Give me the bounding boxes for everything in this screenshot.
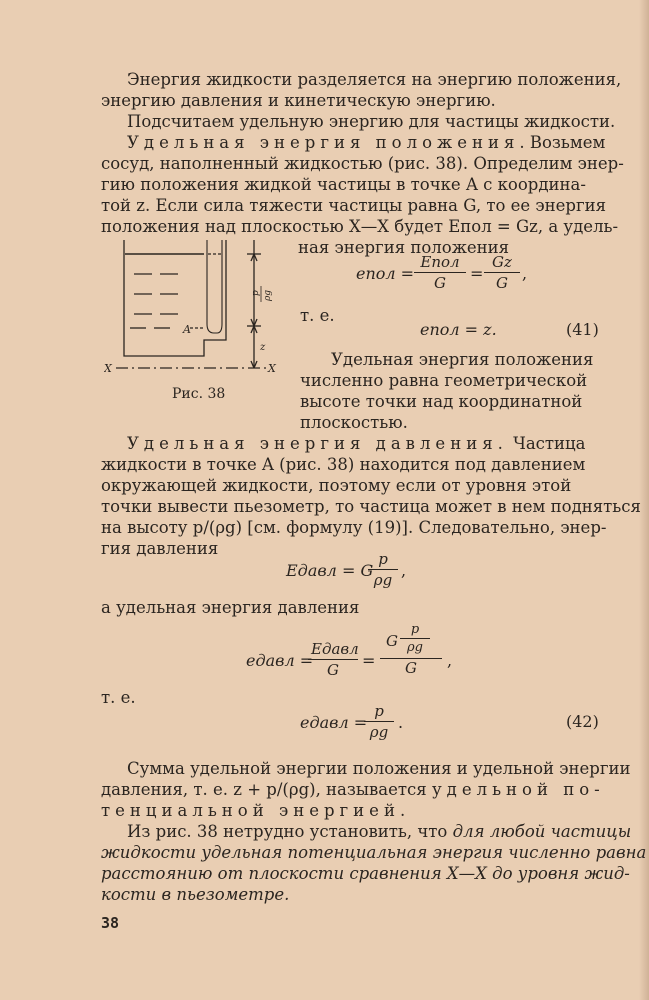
fraction: Eдавл G (308, 640, 358, 679)
text-line: на высоту p/(ρg) [см. формулу (19)]. Следовательно, энер- (101, 518, 607, 537)
z-label: z (260, 342, 266, 353)
equation-number: (41) (566, 320, 599, 339)
point-a-label: A (183, 323, 191, 336)
text-line: плоскостью. (300, 413, 408, 432)
text-line: точки вывести пьезометр, то частица может в нем подняться (101, 497, 641, 516)
comma: , (447, 651, 453, 670)
text-line: кости в пьезометре. (101, 885, 290, 904)
eq-42-lhs: eдавл = (300, 713, 368, 732)
figure-38 (104, 238, 294, 383)
eq-epol-lhs: eпол = (356, 264, 415, 283)
text-line: ная энергия положения (298, 238, 510, 257)
text-line: высоте точки над координатной (300, 392, 583, 411)
fraction: Eпол G (414, 253, 466, 292)
equation-number: (42) (566, 712, 599, 731)
eq-spec-lhs: eдавл = (246, 651, 314, 670)
comma: , (522, 264, 528, 283)
eq-41: eпол = z. (420, 320, 497, 339)
text-line: сосуд, наполненный жидкостью (рис. 38). Определим энер- (101, 154, 624, 173)
text-line: давления, т. е. z + p/(ρg), называется удельной по- (101, 780, 605, 799)
text-line: положения над плоскостью X—X будет Eпол = Gz, а удель- (101, 217, 619, 236)
text-line: Подсчитаем удельную энергию для частицы жидкости. (127, 112, 616, 131)
axis-x-left-label: X (104, 362, 112, 375)
text-te: т. е. (300, 306, 335, 325)
period: . (398, 713, 404, 732)
eq-equals: = (362, 651, 376, 670)
fraction: p ρg (364, 702, 394, 741)
compound-fraction: G p ρg G (380, 622, 442, 677)
p-label: p (251, 290, 261, 296)
text-line: а удельная энергия давления (101, 598, 360, 617)
fraction: p ρg (368, 550, 398, 589)
rhog-label: ρg (263, 289, 273, 301)
text-line: Удельная энергия давления. Частица (127, 434, 586, 453)
text-line: Сумма удельной энергии положения и удельной энергии (127, 759, 631, 778)
fraction: Gz G (484, 253, 520, 292)
text-line: окружающей жидкости, поэтому если от уровня этой (101, 476, 572, 495)
spaced-heading: Удельная энергия давления. (127, 434, 508, 453)
axis-x-right-label: X (268, 362, 276, 375)
text-line: Удельная энергия положения (331, 350, 594, 369)
figure-caption: Рис. 38 (172, 386, 226, 402)
text-line: жидкости в точке A (рис. 38) находится под давлением (101, 455, 586, 474)
text-line: расстоянию от плоскости сравнения X—X до уровня жид- (101, 864, 630, 883)
text-line: той z. Если сила тяжести частицы равна G, то ее энергия (101, 196, 607, 215)
text-line: тенциальной энергией. (101, 801, 411, 820)
text-line: энергию давления и кинетическую энергию. (101, 91, 496, 110)
comma: , (401, 561, 407, 580)
text-line: Из рис. 38 нетрудно установить, что для любой частицы (127, 822, 632, 841)
text-line: Удельная энергия положения. Возьмем (127, 133, 606, 152)
text-line: гию положения жидкой частицы в точке A с координа- (101, 175, 586, 194)
spaced-heading: Удельная энергия положения (127, 133, 520, 152)
page-number: 38 (101, 914, 120, 932)
eq-equals: = (470, 264, 484, 283)
text-line: Энергия жидкости разделяется на энергию положения, (127, 70, 622, 89)
text-te: т. е. (101, 688, 136, 707)
eq-edavl-lhs: Eдавл = G (286, 561, 374, 580)
text-line: гия давления (101, 539, 219, 558)
text-line: численно равна геометрической (300, 371, 588, 390)
text-line: жидкости удельная потенциальная энергия численно равна (101, 843, 647, 862)
